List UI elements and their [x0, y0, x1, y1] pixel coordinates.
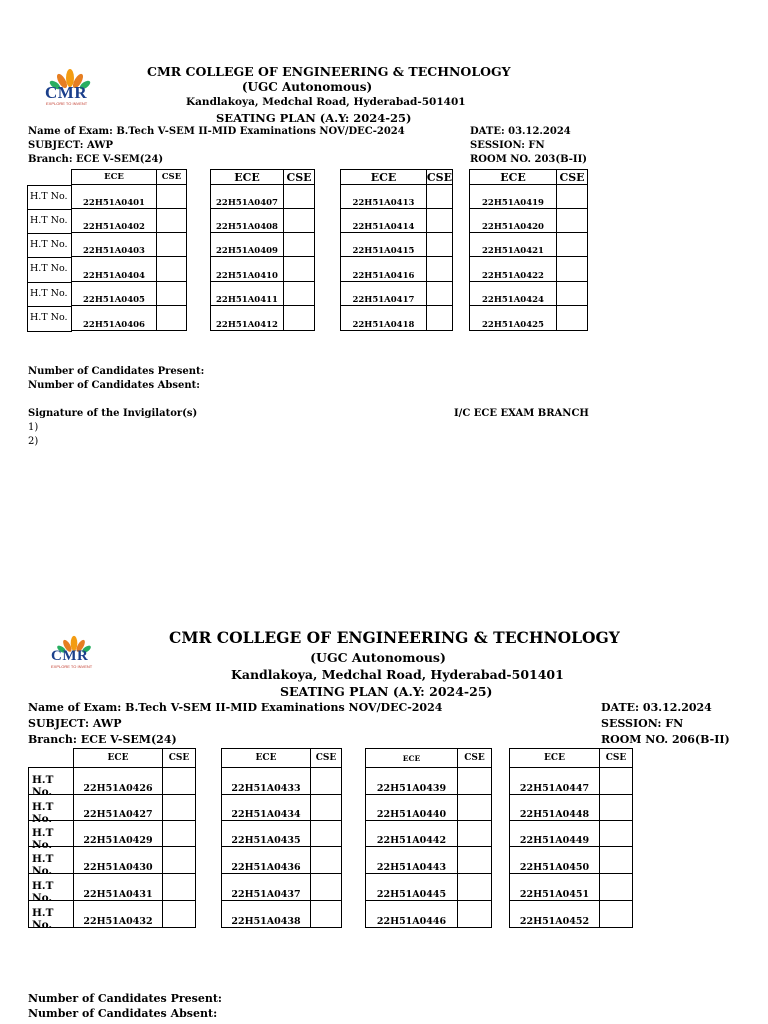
ht-number: 22H51A0405	[72, 282, 157, 306]
ht-number: 22H51A0424	[470, 282, 557, 306]
ece-header: ECE	[366, 749, 458, 768]
ht-label-cell: H.T No.	[27, 282, 72, 307]
ht-label-cell: H.T No.	[27, 257, 72, 283]
cse-seat	[157, 233, 187, 257]
seat-block-2	[221, 748, 342, 928]
candidates-absent: Number of Candidates Absent:	[28, 380, 200, 391]
ht-number: 22H51A0442	[366, 821, 458, 847]
cse-seat	[557, 209, 588, 233]
ht-number: 22H51A0404	[72, 257, 157, 282]
cse-seat	[284, 233, 315, 257]
autonomous-label: (UGC Autonomous)	[241, 80, 373, 94]
ht-number: 22H51A0416	[341, 257, 427, 282]
cse-seat	[600, 795, 633, 821]
room-number: ROOM NO. 206(B-II)	[601, 733, 730, 746]
candidates-absent: Number of Candidates Absent:	[28, 1007, 218, 1020]
ht-label-cell: H.T No.	[28, 767, 74, 795]
exam-date: DATE: 03.12.2024	[470, 126, 571, 137]
ht-number: 22H51A0407	[211, 185, 284, 209]
ht-number: 22H51A0427	[74, 795, 163, 821]
ht-label-cell: H.T No.	[27, 233, 72, 258]
cse-seat	[557, 306, 588, 331]
cmr-logo: CMR EXPLORE TO INVENT	[48, 635, 100, 671]
cse-seat	[311, 847, 342, 874]
ht-number: 22H51A0422	[470, 257, 557, 282]
seat-block-2	[210, 169, 315, 331]
seat-block-1	[73, 748, 196, 928]
cse-seat	[458, 795, 492, 821]
cse-seat	[557, 257, 588, 282]
cse-seat	[557, 233, 588, 257]
cse-seat	[458, 847, 492, 874]
cse-seat	[311, 768, 342, 795]
ht-label-cell: H.T No.	[28, 873, 74, 901]
cse-seat	[284, 282, 315, 306]
exam-branch-incharge: I/C ECE EXAM BRANCH	[454, 408, 589, 419]
ht-number: 22H51A0433	[222, 768, 311, 795]
cse-seat	[284, 257, 315, 282]
cse-seat	[458, 821, 492, 847]
college-name: CMR COLLEGE OF ENGINEERING & TECHNOLOGY	[147, 64, 511, 79]
seat-block-1	[71, 169, 187, 331]
ht-number: 22H51A0420	[470, 209, 557, 233]
cse-seat	[163, 795, 196, 821]
ht-number: 22H51A0438	[222, 901, 311, 928]
autonomous-label: (UGC Autonomous)	[310, 650, 446, 665]
ht-number: 22H51A0413	[341, 185, 427, 209]
cse-seat	[157, 306, 187, 331]
cse-seat	[284, 185, 315, 209]
cse-seat	[458, 768, 492, 795]
candidates-present: Number of Candidates Present:	[28, 366, 205, 377]
cse-seat	[458, 874, 492, 901]
cse-seat	[157, 257, 187, 282]
ht-label-cell: H.T No.	[27, 306, 72, 332]
ht-label-cell: H.T No.	[27, 209, 72, 234]
ht-number: 22H51A0436	[222, 847, 311, 874]
exam-name: Name of Exam: B.Tech V-SEM II-MID Examinations NOV/DEC-2024	[28, 701, 443, 714]
ht-label-cell: H.T No.	[27, 185, 72, 210]
cse-seat	[458, 901, 492, 928]
session: SESSION: FN	[470, 140, 545, 151]
cse-seat	[311, 821, 342, 847]
cse-seat	[163, 821, 196, 847]
seating-plan-title: SEATING PLAN (A.Y: 2024-25)	[280, 684, 493, 699]
session: SESSION: FN	[601, 717, 684, 730]
ht-number: 22H51A0429	[74, 821, 163, 847]
ht-number: 22H51A0419	[470, 185, 557, 209]
ht-number: 22H51A0414	[341, 209, 427, 233]
ht-number: 22H51A0409	[211, 233, 284, 257]
cse-seat	[311, 874, 342, 901]
ht-number: 22H51A0403	[72, 233, 157, 257]
seat-block-3	[340, 169, 453, 331]
ht-number: 22H51A0408	[211, 209, 284, 233]
ece-header: ECE	[211, 170, 284, 185]
cse-header: CSE	[311, 749, 342, 768]
cmr-logo: CMR EXPLORE TO INVENT	[40, 68, 100, 108]
ht-number: 22H51A0417	[341, 282, 427, 306]
cse-header: CSE	[157, 170, 187, 185]
ht-number: 22H51A0448	[510, 795, 600, 821]
cse-seat	[157, 185, 187, 209]
branch: Branch: ECE V-SEM(24)	[28, 154, 164, 165]
cse-seat	[600, 901, 633, 928]
ht-number: 22H51A0434	[222, 795, 311, 821]
cse-seat	[284, 306, 315, 331]
ece-header: ECE	[72, 170, 157, 185]
ht-number: 22H51A0439	[366, 768, 458, 795]
cse-seat	[426, 306, 452, 331]
ht-label-cell: H.T No.	[28, 820, 74, 847]
ht-number: 22H51A0435	[222, 821, 311, 847]
ece-header: ECE	[470, 170, 557, 185]
ht-number: 22H51A0450	[510, 847, 600, 874]
cse-seat	[600, 821, 633, 847]
subject: SUBJECT: AWP	[28, 140, 113, 151]
ht-number: 22H51A0421	[470, 233, 557, 257]
ht-number: 22H51A0430	[74, 847, 163, 874]
college-address: Kandlakoya, Medchal Road, Hyderabad-501401	[186, 96, 466, 108]
ht-number: 22H51A0401	[72, 185, 157, 209]
cse-header: CSE	[458, 749, 492, 768]
invigilator-signature: Signature of the Invigilator(s)	[28, 408, 198, 419]
cse-header: CSE	[426, 170, 452, 184]
cse-seat	[163, 874, 196, 901]
ht-number: 22H51A0412	[211, 306, 284, 331]
cse-seat	[163, 768, 196, 795]
college-address: Kandlakoya, Medchal Road, Hyderabad-501401	[231, 667, 564, 682]
cse-header: CSE	[600, 749, 633, 768]
ht-number: 22H51A0443	[366, 847, 458, 874]
cse-header: CSE	[163, 749, 196, 768]
cse-seat	[426, 185, 452, 209]
cse-seat	[600, 847, 633, 874]
ht-number: 22H51A0445	[366, 874, 458, 901]
cse-seat	[311, 795, 342, 821]
branch: Branch: ECE V-SEM(24)	[28, 733, 177, 746]
subject: SUBJECT: AWP	[28, 717, 122, 730]
signature-line-2: 2)	[28, 436, 39, 447]
cse-seat	[163, 901, 196, 928]
cse-seat	[426, 209, 452, 233]
cse-header: CSE	[284, 170, 315, 185]
ht-number: 22H51A0431	[74, 874, 163, 901]
cse-seat	[163, 847, 196, 874]
seat-block-4	[469, 169, 588, 331]
ht-number: 22H51A0425	[470, 306, 557, 331]
cse-seat	[157, 282, 187, 306]
college-name: CMR COLLEGE OF ENGINEERING & TECHNOLOGY	[169, 628, 620, 647]
ece-header: ECE	[341, 170, 427, 185]
ht-number: 22H51A0410	[211, 257, 284, 282]
cse-seat	[426, 233, 452, 257]
ece-header: ECE	[222, 749, 311, 768]
cse-seat	[311, 901, 342, 928]
cse-seat	[557, 282, 588, 306]
ht-number: 22H51A0411	[211, 282, 284, 306]
ht-label-cell: H.T No.	[28, 794, 74, 821]
seat-block-3	[365, 748, 492, 928]
exam-name: Name of Exam: B.Tech V-SEM II-MID Examinations NOV/DEC-2024	[28, 126, 405, 137]
ht-number: 22H51A0440	[366, 795, 458, 821]
seat-block-4	[509, 748, 633, 928]
ht-number: 22H51A0415	[341, 233, 427, 257]
ht-number: 22H51A0447	[510, 768, 600, 795]
ht-label-cell: H.T No.	[28, 846, 74, 874]
cse-seat	[284, 209, 315, 233]
ht-label-cell: H.T No.	[28, 900, 74, 928]
cse-seat	[157, 209, 187, 233]
ht-number: 22H51A0406	[72, 306, 157, 331]
room-number: ROOM NO. 203(B-II)	[470, 154, 587, 165]
ht-number: 22H51A0402	[72, 209, 157, 233]
cse-seat	[557, 185, 588, 209]
cse-seat	[426, 257, 452, 282]
seating-plan-title: SEATING PLAN (A.Y: 2024-25)	[216, 111, 412, 125]
ht-number: 22H51A0451	[510, 874, 600, 901]
ht-number: 22H51A0449	[510, 821, 600, 847]
cse-seat	[426, 282, 452, 306]
ht-number: 22H51A0418	[341, 306, 427, 331]
cse-seat	[600, 768, 633, 795]
ht-number: 22H51A0432	[74, 901, 163, 928]
signature-line-1: 1)	[28, 422, 39, 433]
ht-number: 22H51A0446	[366, 901, 458, 928]
cse-seat	[600, 874, 633, 901]
ece-header: ECE	[510, 749, 600, 768]
ht-number: 22H51A0452	[510, 901, 600, 928]
ht-number: 22H51A0437	[222, 874, 311, 901]
ece-header: ECE	[74, 749, 163, 768]
candidates-present: Number of Candidates Present:	[28, 992, 222, 1005]
exam-date: DATE: 03.12.2024	[601, 701, 712, 714]
cse-header: CSE	[557, 170, 588, 185]
ht-number: 22H51A0426	[74, 768, 163, 795]
